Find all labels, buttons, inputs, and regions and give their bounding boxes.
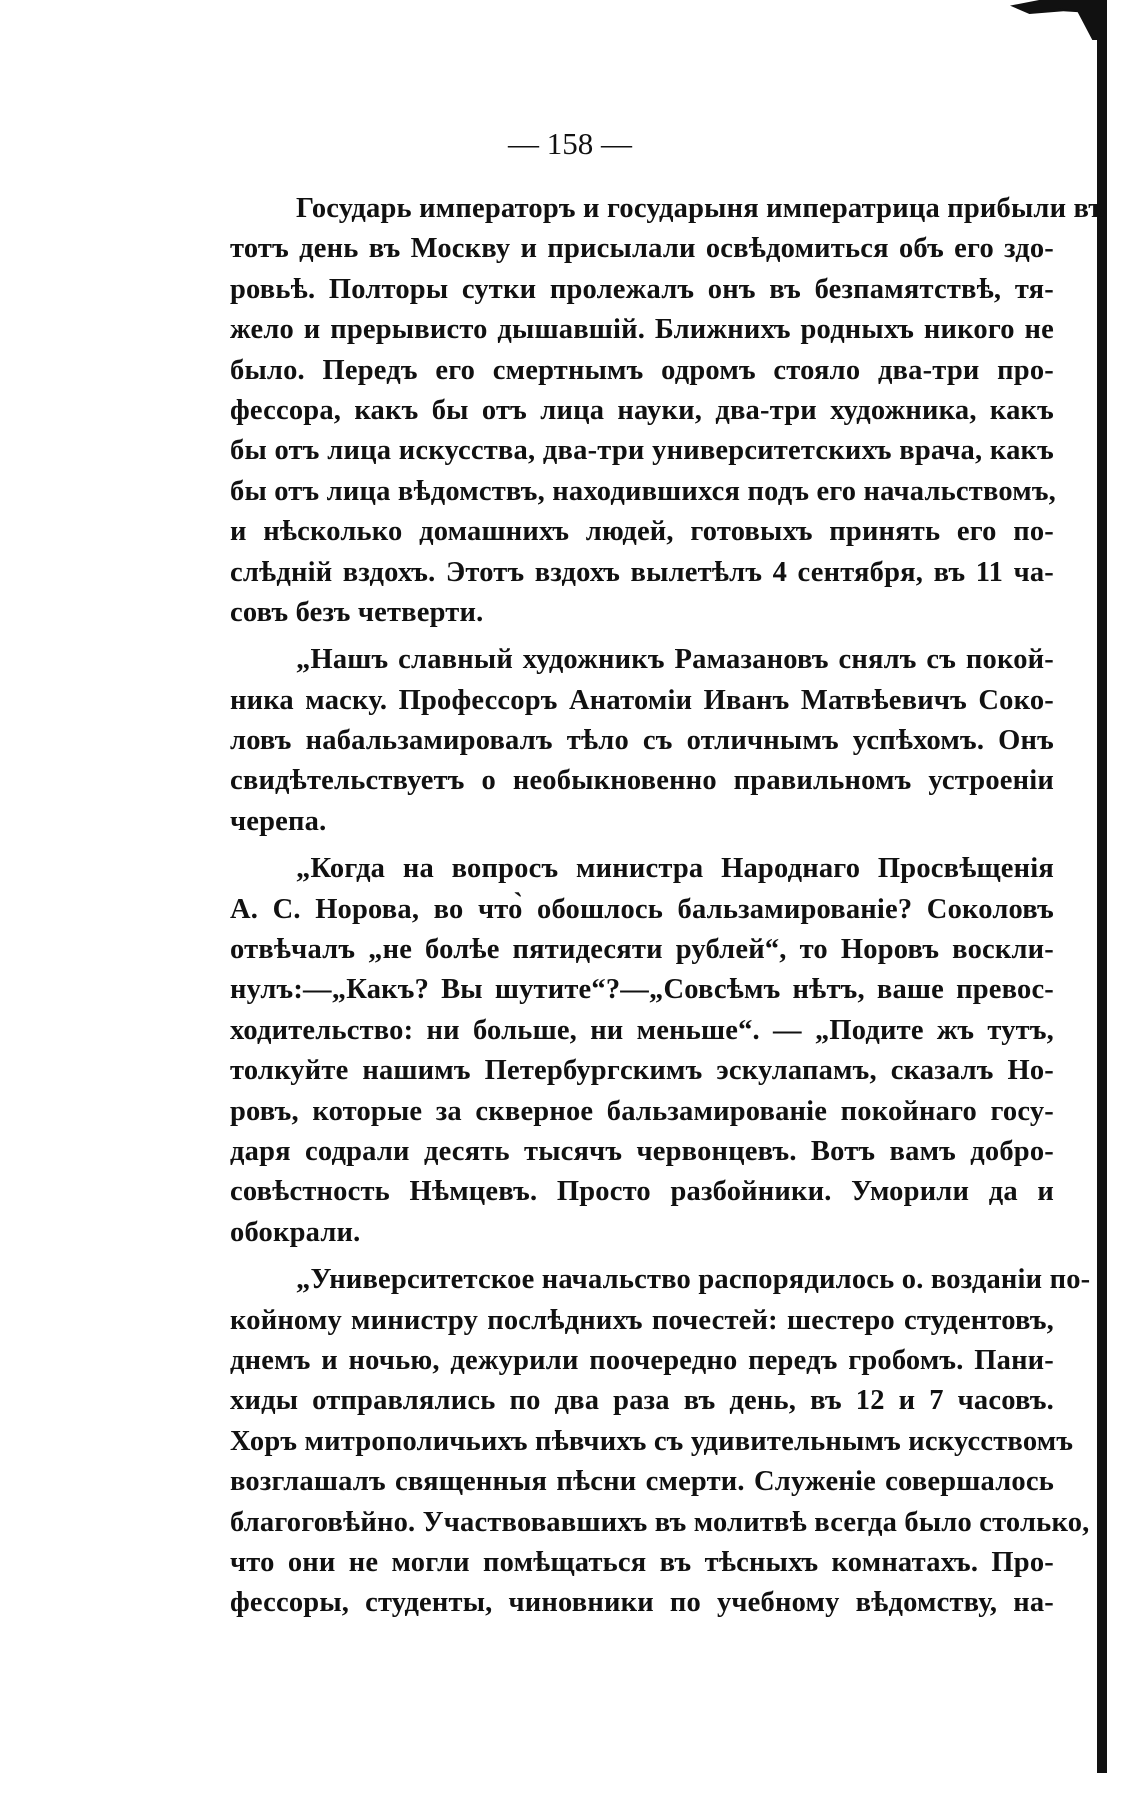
text-line: ровьѣ. Полторы сутки пролежалъ онъ въ безпамятствѣ, тя- [230, 273, 1054, 305]
text-line: толкуйте нашимъ Петербургскимъ эскулапамъ, сказалъ Но- [230, 1055, 1054, 1087]
text-line: „Нашъ славный художникъ Рамазановъ снялъ съ покой- [296, 644, 1054, 676]
text-line: „Университетское начальство распорядилось о. возданіи по- [296, 1264, 1091, 1296]
text-line: ловъ набальзамировалъ тѣло съ отличнымъ успѣхомъ. Онъ [230, 725, 1054, 757]
text-line: совѣстность Нѣмцевъ. Просто разбойники. Уморили да и [230, 1176, 1054, 1208]
text-line: ника маску. Профессоръ Анатоміи Иванъ Матвѣевичъ Соко- [230, 684, 1054, 716]
text-line: было. Передъ его смертнымъ одромъ стояло два-три про- [230, 354, 1054, 386]
text-line: обокрали. [230, 1216, 361, 1248]
text-line: бы отъ лица искусства, два-три университетскихъ врача, какъ [230, 435, 1054, 467]
body-text [230, 189, 1106, 1624]
text-line: бы отъ лица вѣдомствъ, находившихся подъ его начальствомъ, [230, 475, 1057, 507]
text-line: фессора, какъ бы отъ лица науки, два-три художника, какъ [230, 394, 1054, 426]
text-line: ровъ, которые за скверное бальзамированіе покойнаго госу- [230, 1095, 1054, 1127]
text-line: благоговѣйно. Участвовавшихъ въ молитвѣ всегда было столько, [230, 1506, 1090, 1538]
paragraph-4 [230, 1260, 1091, 1624]
text-line: койному министру послѣднихъ почестей: шестеро студентовъ, [230, 1304, 1054, 1336]
text-line: жело и прерывисто дышавшій. Ближнихъ родныхъ никого не [230, 314, 1054, 346]
text-line: Хоръ митрополичьихъ пѣвчихъ съ удивительнымъ искусствомъ [230, 1425, 1074, 1457]
paragraph-2 [230, 640, 1054, 842]
paragraph-1 [230, 189, 1106, 633]
text-line: отвѣчалъ „не болѣе пятидесяти рублей“, то Норовъ воскли- [230, 934, 1054, 966]
text-line: днемъ и ночью, дежурили поочередно передъ гробомъ. Пани- [230, 1344, 1054, 1376]
text-line: А. С. Норова, во что̀ обошлось бальзамированіе? Соколовъ [230, 893, 1054, 925]
scan-binding-edge [1097, 18, 1107, 1773]
text-line: тотъ день въ Москву и присылали освѣдомиться объ его здо- [230, 233, 1054, 265]
text-line: даря содрали десять тысячъ червонцевъ. Вотъ вамъ добро- [230, 1135, 1054, 1167]
text-line: возглашалъ священныя пѣсни смерти. Служеніе совершалось [230, 1466, 1054, 1498]
text-line: Государь императоръ и государыня императрица прибыли въ [296, 193, 1106, 224]
page-number: — 158 — [508, 126, 632, 161]
text-line: черепа. [230, 805, 327, 837]
text-line: и нѣсколько домашнихъ людей, готовыхъ принять его по- [230, 516, 1054, 548]
text-line: что они не могли помѣщаться въ тѣсныхъ комнатахъ. Про- [230, 1546, 1054, 1578]
text-line: слѣдній вздохъ. Этотъ вздохъ вылетѣлъ 4 сентября, въ 11 ча- [230, 556, 1054, 588]
text-line: „Когда на вопросъ министра Народнаго Просвѣщенія [296, 853, 1054, 885]
text-line: фессоры, студенты, чиновники по учебному вѣдомству, на- [230, 1587, 1054, 1619]
text-line: хиды отправлялись по два раза въ день, въ 12 и 7 часовъ. [230, 1385, 1054, 1417]
text-line: свидѣтельствуетъ о необыкновенно правильномъ устроеніи [230, 765, 1054, 797]
text-line: ходительство: ни больше, ни меньше“. — „Подите жъ тутъ, [230, 1014, 1054, 1046]
paragraph-3 [230, 849, 1054, 1253]
text-line: нулъ:—„Какъ? Вы шутите“?—„Совсѣмъ нѣтъ, ваше превос- [230, 974, 1054, 1006]
text-line: совъ безъ четверти. [230, 596, 484, 628]
